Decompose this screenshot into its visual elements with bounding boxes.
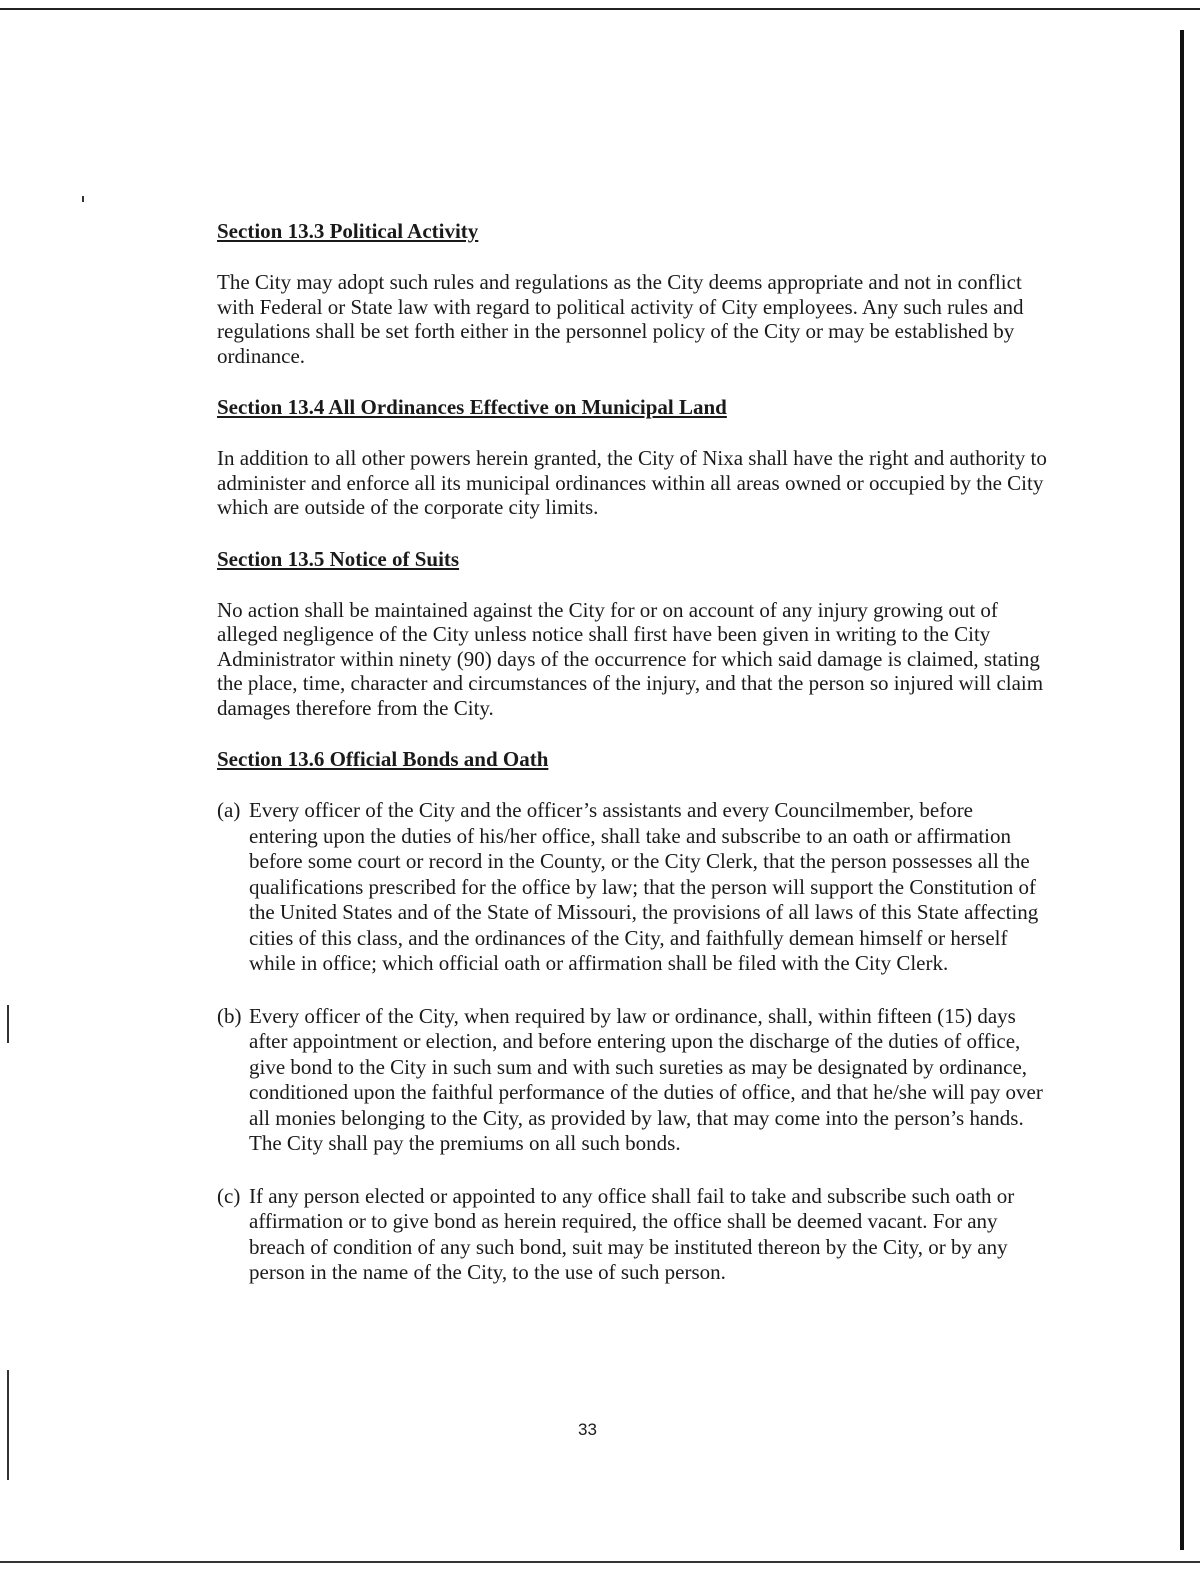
subsection-list (217, 798, 1047, 1286)
section-13-5 (217, 546, 1047, 721)
page-number: 33 (578, 1420, 597, 1439)
list-marker: (c) (217, 1183, 241, 1208)
section-body: No action shall be maintained against the City for or on account of any injury growing out of alleged negligence of the City unless notice shall first have been given in writing to the City Administrator within ninety (90) days of the occurrence for which said damage is claimed, stating the place, time, character and circumstances of the injury, and that the person so injured will claim damages therefore from the City. (217, 597, 1044, 720)
document-page (217, 218, 1047, 1313)
list-marker: (a) (217, 798, 241, 822)
section-heading: Section 13.4 All Ordinances Effective on Municipal Land (217, 395, 727, 419)
list-item (217, 798, 1047, 977)
list-item-text: Every officer of the City, when required by law or ordinance, shall, within fifteen (15) days after appointment or election, and before entering upon the discharge of the duties of office, give bond to the City in such sum and with such sureties as may be designated by ordinance, conditioned upon the faithful performance of the duties of office, and that he/she will pay over all monies belonging to the City, as provided by law, that may come into the person’s hands. The City shall pay the premiums on all such bonds. (249, 1003, 1043, 1155)
section-heading: Section 13.3 Political Activity (217, 219, 479, 243)
scan-top-border (0, 8, 1200, 10)
list-item (217, 1184, 1047, 1286)
section-body: In addition to all other powers herein granted, the City of Nixa shall have the right and authority to administer and enforce all its municipal ordinances within all areas owned or occupied by the City which are outside of the corporate city limits. (217, 446, 1047, 519)
list-item-text: If any person elected or appointed to any office shall fail to take and subscribe such oath or affirmation or to give bond as herein required, the office shall be deemed vacant. For any breach of condition of any such bond, suit may be instituted thereon by the City, or by any person in the name of the City, to the use of such person. (249, 1183, 1015, 1284)
list-marker: (b) (217, 1003, 242, 1028)
scan-speck (82, 196, 84, 202)
list-item (217, 1004, 1047, 1157)
section-13-6 (217, 746, 1047, 1286)
section-heading: Section 13.5 Notice of Suits (217, 546, 460, 571)
section-body: The City may adopt such rules and regulations as the City deems appropriate and not in conflict with Federal or State law with regard to political activity of City employees. Any such rules and regulations shall be set forth either in the personnel policy of the City or may be established by ordinance. (217, 270, 1024, 368)
section-13-3 (217, 218, 1047, 368)
scan-margin-mark (7, 1005, 9, 1043)
section-heading: Section 13.6 Official Bonds and Oath (217, 747, 549, 771)
list-item-text: Every officer of the City and the officer’s assistants and every Councilmember, before entering upon the duties of his/her office, shall take and subscribe to an oath or affirmation before some court or record in the County, or the City Clerk, that the person possesses all the qualifications prescribed for the office by law; that the person will support the Constitution of the United States and of the State of Missouri, the provisions of all laws of this State affecting cities of this class, and the ordinances of the City, and faithfully demean himself or herself while in office; which official oath or affirmation shall be filed with the City Clerk. (249, 798, 1039, 975)
scan-right-border (1180, 30, 1184, 1550)
scan-bottom-border (0, 1561, 1200, 1563)
section-13-4 (217, 394, 1047, 520)
